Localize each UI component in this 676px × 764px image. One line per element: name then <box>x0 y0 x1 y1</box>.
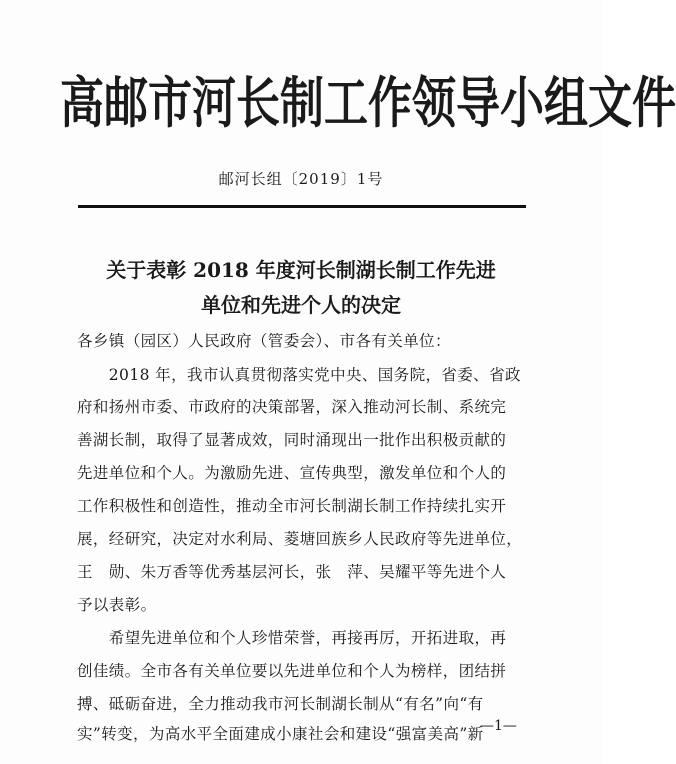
header-title: 高邮市河长制工作领导小组文件 <box>60 71 676 136</box>
body-line: 予以表彰。 <box>77 596 157 614</box>
body-line: 各乡镇（园区）人民政府（管委会）、市各有关单位： <box>77 332 451 350</box>
body-line: 府和扬州市委、市政府的决策部署，深入推动河长制、系统完 <box>77 398 507 416</box>
body-line: 搏、砥砺奋进，全力推动我市河长制湖长制从“有名”向“有 <box>77 695 484 713</box>
header-divider <box>78 205 526 208</box>
body-line: 善湖长制，取得了显著成效，同时涌现出一批作出积极贡献的 <box>77 431 507 449</box>
body-line: 创佳绩。全市各有关单位要以先进单位和个人为榜样，团结拼 <box>77 662 507 680</box>
document-number: 邮河长组〔2019〕1号 <box>218 170 384 188</box>
body-line: 实”转变，为高水平全面建成小康社会和建设“强富美高”新 <box>77 725 484 743</box>
document-title-line-1: 关于表彰 2018 年度河长制湖长制工作先进 <box>106 258 496 282</box>
page-number: —1— <box>480 718 517 734</box>
body-line: 展，经研究，决定对水利局、菱塘回族乡人民政府等先进单位， <box>77 530 523 548</box>
document-title-line-2: 单位和先进个人的决定 <box>201 293 401 317</box>
body-line: 王 勋、朱万香等优秀基层河长，张 萍、吴耀平等先进个人 <box>77 563 507 581</box>
body-line: 工作积极性和创造性，推动全市河长制湖长制工作持续扎实开 <box>77 497 507 515</box>
body-line: 2018 年，我市认真贯彻落实党中央、国务院，省委、省政 <box>77 366 521 384</box>
body-line: 先进单位和个人。为激励先进、宣传典型，激发单位和个人的 <box>77 464 507 482</box>
body-line: 希望先进单位和个人珍惜荣誉，再接再厉，开拓进取，再 <box>77 629 507 647</box>
